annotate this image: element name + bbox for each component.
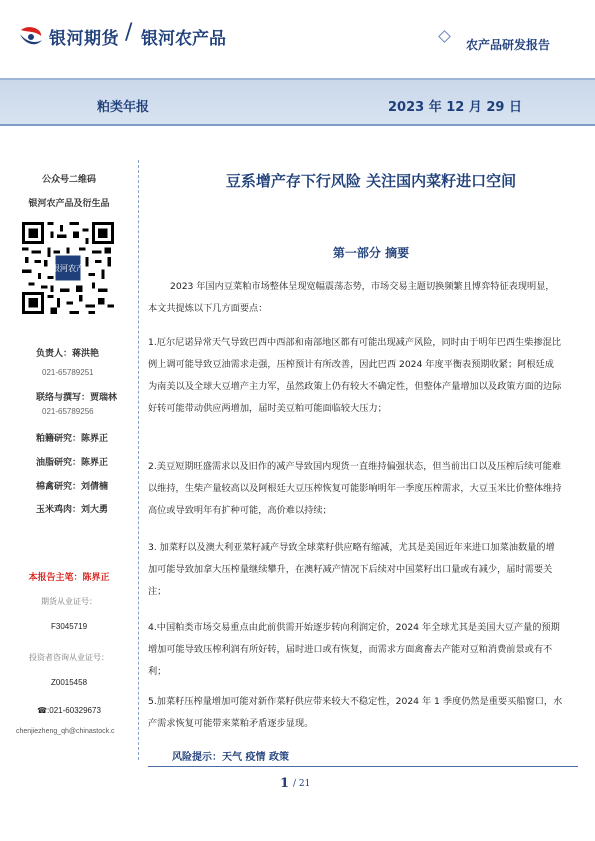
qr-sublabel: 银河农产品及衍生品 [28,199,110,209]
qr-caption: 银河农产 [51,263,85,274]
contact-oil-research: 油脂研究：陈界正 [36,458,109,468]
band-top-rule [0,78,595,80]
cert-value-futures: F3045719 [50,622,88,631]
contact-meal-research: 粕籍研究：陈界正 [36,434,109,444]
sidebar-divider [138,160,139,760]
contact-liaison: 联络与撰写：贾瑞林 [36,393,118,403]
intro-paragraph: 2023 年国内豆菜粕市场整体呈现宽幅震荡态势，市场交易主题切换频繁且博弈特征表现明显，本文共提炼以下几方面要点： [148,281,555,314]
risk-warning: 风险提示：天气 疫情 政策 [172,752,289,763]
report-title: 豆系增产存下行风险 关注国内菜籽进口空间 [225,172,517,190]
report-category: 粕类年报 [97,100,150,115]
report-type: 农产品研发报告 [466,38,551,52]
page-number: 1 [280,776,290,791]
galaxy-logo-icon [18,26,44,48]
qr-code [22,222,114,314]
summary-point-4: 4.中国粕类市场交易重点由此前供需开始逐步转向利润定价，2024 年全球尤其是美国大豆产量的预期增加可能导致压榨利润有所好转，届时进口或有恢复，而需求方面禽畜去产能对豆粕消费前景或有不利； [148,622,560,677]
contact-liaison-phone: 021-65789256 [42,407,94,416]
brand-subname: 银河农产品 [141,29,226,49]
cert-value-advisory: Z0015458 [50,678,88,687]
brand-name: 银河期货 [49,29,119,49]
summary-point-5: 5.加菜籽压榨量增加可能对新作菜籽供应带来较大不稳定性，2024 年 1 季度仍然是重要买船窗口，水产需求恢复可能带来菜粕矛盾逐步显现。 [148,696,563,729]
contact-cotton-research: 棉禽研究：刘倩楠 [36,482,109,492]
summary-point-3: 3. 加菜籽以及澳大利亚菜籽减产导致全球菜籽供应略有缩减，尤其是美国近年来进口加菜油数量的增加可能导致加拿大压榨量继续攀升，在澳籽减产情况下后续对中国菜籽出口量或有减少，届时需要关注； [148,542,555,597]
band-bottom-rule [0,124,595,126]
cert-label-futures: 期货从业证号： [41,597,97,606]
qr-label: 公众号二维码 [41,175,96,185]
page-total: / 21 [293,779,311,789]
brand-separator: / [125,20,133,45]
diamond-icon [438,30,451,43]
contact-email[interactable]: chenjiezheng_qh@chinastock.c [16,728,115,735]
contact-lead: 负责人：蒋洪艳 [36,349,100,359]
footer-rule [148,766,578,767]
lead-author: 本报告主笔：陈界正 [28,573,110,583]
summary-point-2: 2.美豆短期旺盛需求以及旧作的减产导致国内现货一直维持偏强状态，但当前出口以及压榨后续可能难以维持，生柴产量较高以及阿根廷大豆压榨恢复可能影响明年一季度压榨需求，大豆玉米比价整体维持高位或导致明年有扩种可能，高价难以持续； [148,461,562,516]
cert-label-advisory: 投资者咨询从业证号： [29,653,109,662]
contact-corn-research: 玉米鸡肉：刘大勇 [36,505,109,515]
contact-phone: ☎:021-60329673 [37,706,101,715]
summary-point-1: 1.厄尔尼诺异常天气导致巴西中西部和南部地区都有可能出现减产风险，同时由于明年巴西生柴掺混比例上调可能导致豆油需求走强，压榨预计有所改善，因此巴西 2024 年度平衡表预期收紧；阿根廷成为南美以及全球大豆增产主力军，虽然政策上仍有较大不确定性，但整体产量增加以及政策方面的边际好转可能带动供应两增加，届时美豆粕可能面临较大压力； [148,337,562,414]
section-title: 第一部分 摘要 [332,246,410,260]
contact-lead-phone: 021-65789251 [42,368,94,377]
report-date: 2023 年 12 月 29 日 [388,100,522,115]
